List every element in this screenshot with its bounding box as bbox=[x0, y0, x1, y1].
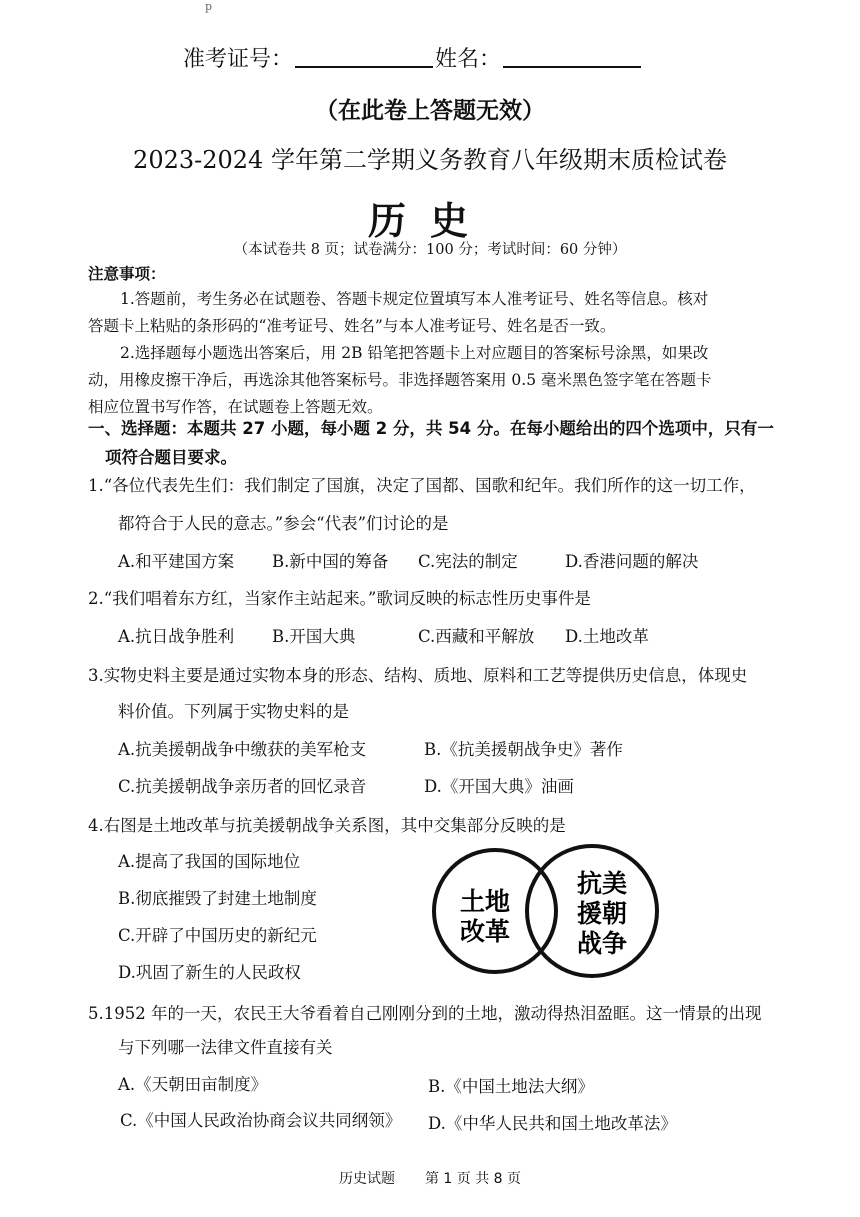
footer-page-number: 第 1 页 共 8 页 bbox=[424, 1171, 522, 1187]
option-c: C.宪法的制定 bbox=[418, 552, 518, 571]
note-line: 相应位置书写作答，在试题卷上答题无效。 bbox=[88, 398, 383, 416]
note-line: 答题卡上粘贴的条形码的“准考证号、姓名”与本人准考证号、姓名是否一致。 bbox=[88, 317, 616, 335]
top-scrap-text: p bbox=[205, 0, 213, 13]
question-stem: 3.实物史料主要是通过实物本身的形态、结构、质地、原料和工艺等提供历史信息，体现史 bbox=[88, 666, 748, 685]
option-a: A.提高了我国的国际地位 bbox=[118, 852, 301, 871]
question-stem: 都符合于人民的意志。”参会“代表”们讨论的是 bbox=[118, 514, 449, 533]
question-stem: 1.“各位代表先生们：我们制定了国旗，决定了国都、国歌和纪年。我们所作的这一切工作， bbox=[88, 476, 756, 495]
page-footer bbox=[0, 1168, 860, 1188]
question-stem: 料价值。下列属于实物史料的是 bbox=[118, 702, 349, 721]
option-a: A.和平建国方案 bbox=[118, 552, 235, 571]
option-c: C.抗美援朝战争亲历者的回忆录音 bbox=[118, 777, 367, 796]
section-heading-line: 一、选择题：本题共 27 小题，每小题 2 分，共 54 分。在每小题给出的四个选项中，只有一 bbox=[88, 419, 774, 438]
notes-heading: 注意事项： bbox=[88, 265, 166, 283]
note-line: 动，用橡皮擦干净后，再选涂其他答案标号。非选择题答案用 0.5 毫米黑色签字笔在答题卡 bbox=[88, 371, 712, 389]
venn-diagram bbox=[432, 838, 662, 988]
venn-left-label: 改革 bbox=[459, 917, 511, 946]
invalid-answer-note: （在此卷上答题无效） bbox=[315, 98, 545, 124]
venn-left-label: 土地 bbox=[459, 887, 511, 916]
exam-info: （本试卷共 8 页；试卷满分：100 分；考试时间：60 分钟） bbox=[233, 242, 627, 258]
option-c: C.西藏和平解放 bbox=[418, 627, 535, 646]
option-a: A.《天朝田亩制度》 bbox=[118, 1075, 268, 1094]
option-c: C.《中国人民政治协商会议共同纲领》 bbox=[120, 1111, 402, 1130]
name-blank bbox=[503, 46, 641, 68]
option-d: D.巩固了新生的人民政权 bbox=[118, 963, 301, 982]
option-b: B.新中国的筹备 bbox=[272, 552, 389, 571]
option-d: D.《开国大典》油画 bbox=[424, 777, 574, 796]
option-a: A.抗美援朝战争中缴获的美军枪支 bbox=[118, 740, 367, 759]
candidate-info-row bbox=[183, 42, 643, 73]
section-heading bbox=[88, 410, 774, 472]
question-stem: 5.1952 年的一天，农民王大爷看着自己刚刚分到的土地，激动得热泪盈眶。这一情景的出现 bbox=[88, 1004, 762, 1023]
question-stem: 4.右图是土地改革与抗美援朝战争关系图，其中交集部分反映的是 bbox=[88, 816, 566, 835]
subject-title: 历史 bbox=[367, 199, 492, 243]
venn-right-label: 战争 bbox=[576, 929, 628, 958]
note-line: 1.答题前，考生务必在试题卷、答题卡规定位置填写本人准考证号、姓名等信息。核对 bbox=[120, 290, 709, 308]
venn-right-label: 援朝 bbox=[576, 899, 628, 928]
option-a: A.抗日战争胜利 bbox=[118, 627, 235, 646]
question-stem: 与下列哪一法律文件直接有关 bbox=[118, 1038, 333, 1057]
option-b: B.开国大典 bbox=[272, 627, 356, 646]
footer-subject: 历史试题 bbox=[338, 1171, 395, 1187]
option-c: C.开辟了中国历史的新纪元 bbox=[118, 926, 317, 945]
option-d: D.《中华人民共和国土地改革法》 bbox=[428, 1114, 677, 1133]
option-b: B.《抗美援朝战争史》著作 bbox=[424, 740, 623, 759]
option-b: B.《中国土地法大纲》 bbox=[428, 1077, 594, 1096]
section-heading-line: 项符合题目要求。 bbox=[105, 448, 237, 467]
candidate-number-blank bbox=[295, 46, 433, 68]
name-label: 姓名： bbox=[435, 47, 502, 72]
question-stem: 2.“我们唱着东方红，当家作主站起来。”歌词反映的标志性历史事件是 bbox=[88, 589, 591, 608]
venn-right-label: 抗美 bbox=[576, 869, 628, 898]
candidate-number-label: 准考证号： bbox=[183, 47, 294, 72]
exam-title: 2023-2024 学年第二学期义务教育八年级期末质检试卷 bbox=[133, 146, 727, 174]
option-b: B.彻底摧毁了封建土地制度 bbox=[118, 889, 317, 908]
note-line: 2.选择题每小题选出答案后，用 2B 铅笔把答题卡上对应题目的答案标号涂黑，如果改 bbox=[120, 344, 709, 362]
option-d: D.土地改革 bbox=[565, 627, 649, 646]
option-d: D.香港问题的解决 bbox=[565, 552, 699, 571]
